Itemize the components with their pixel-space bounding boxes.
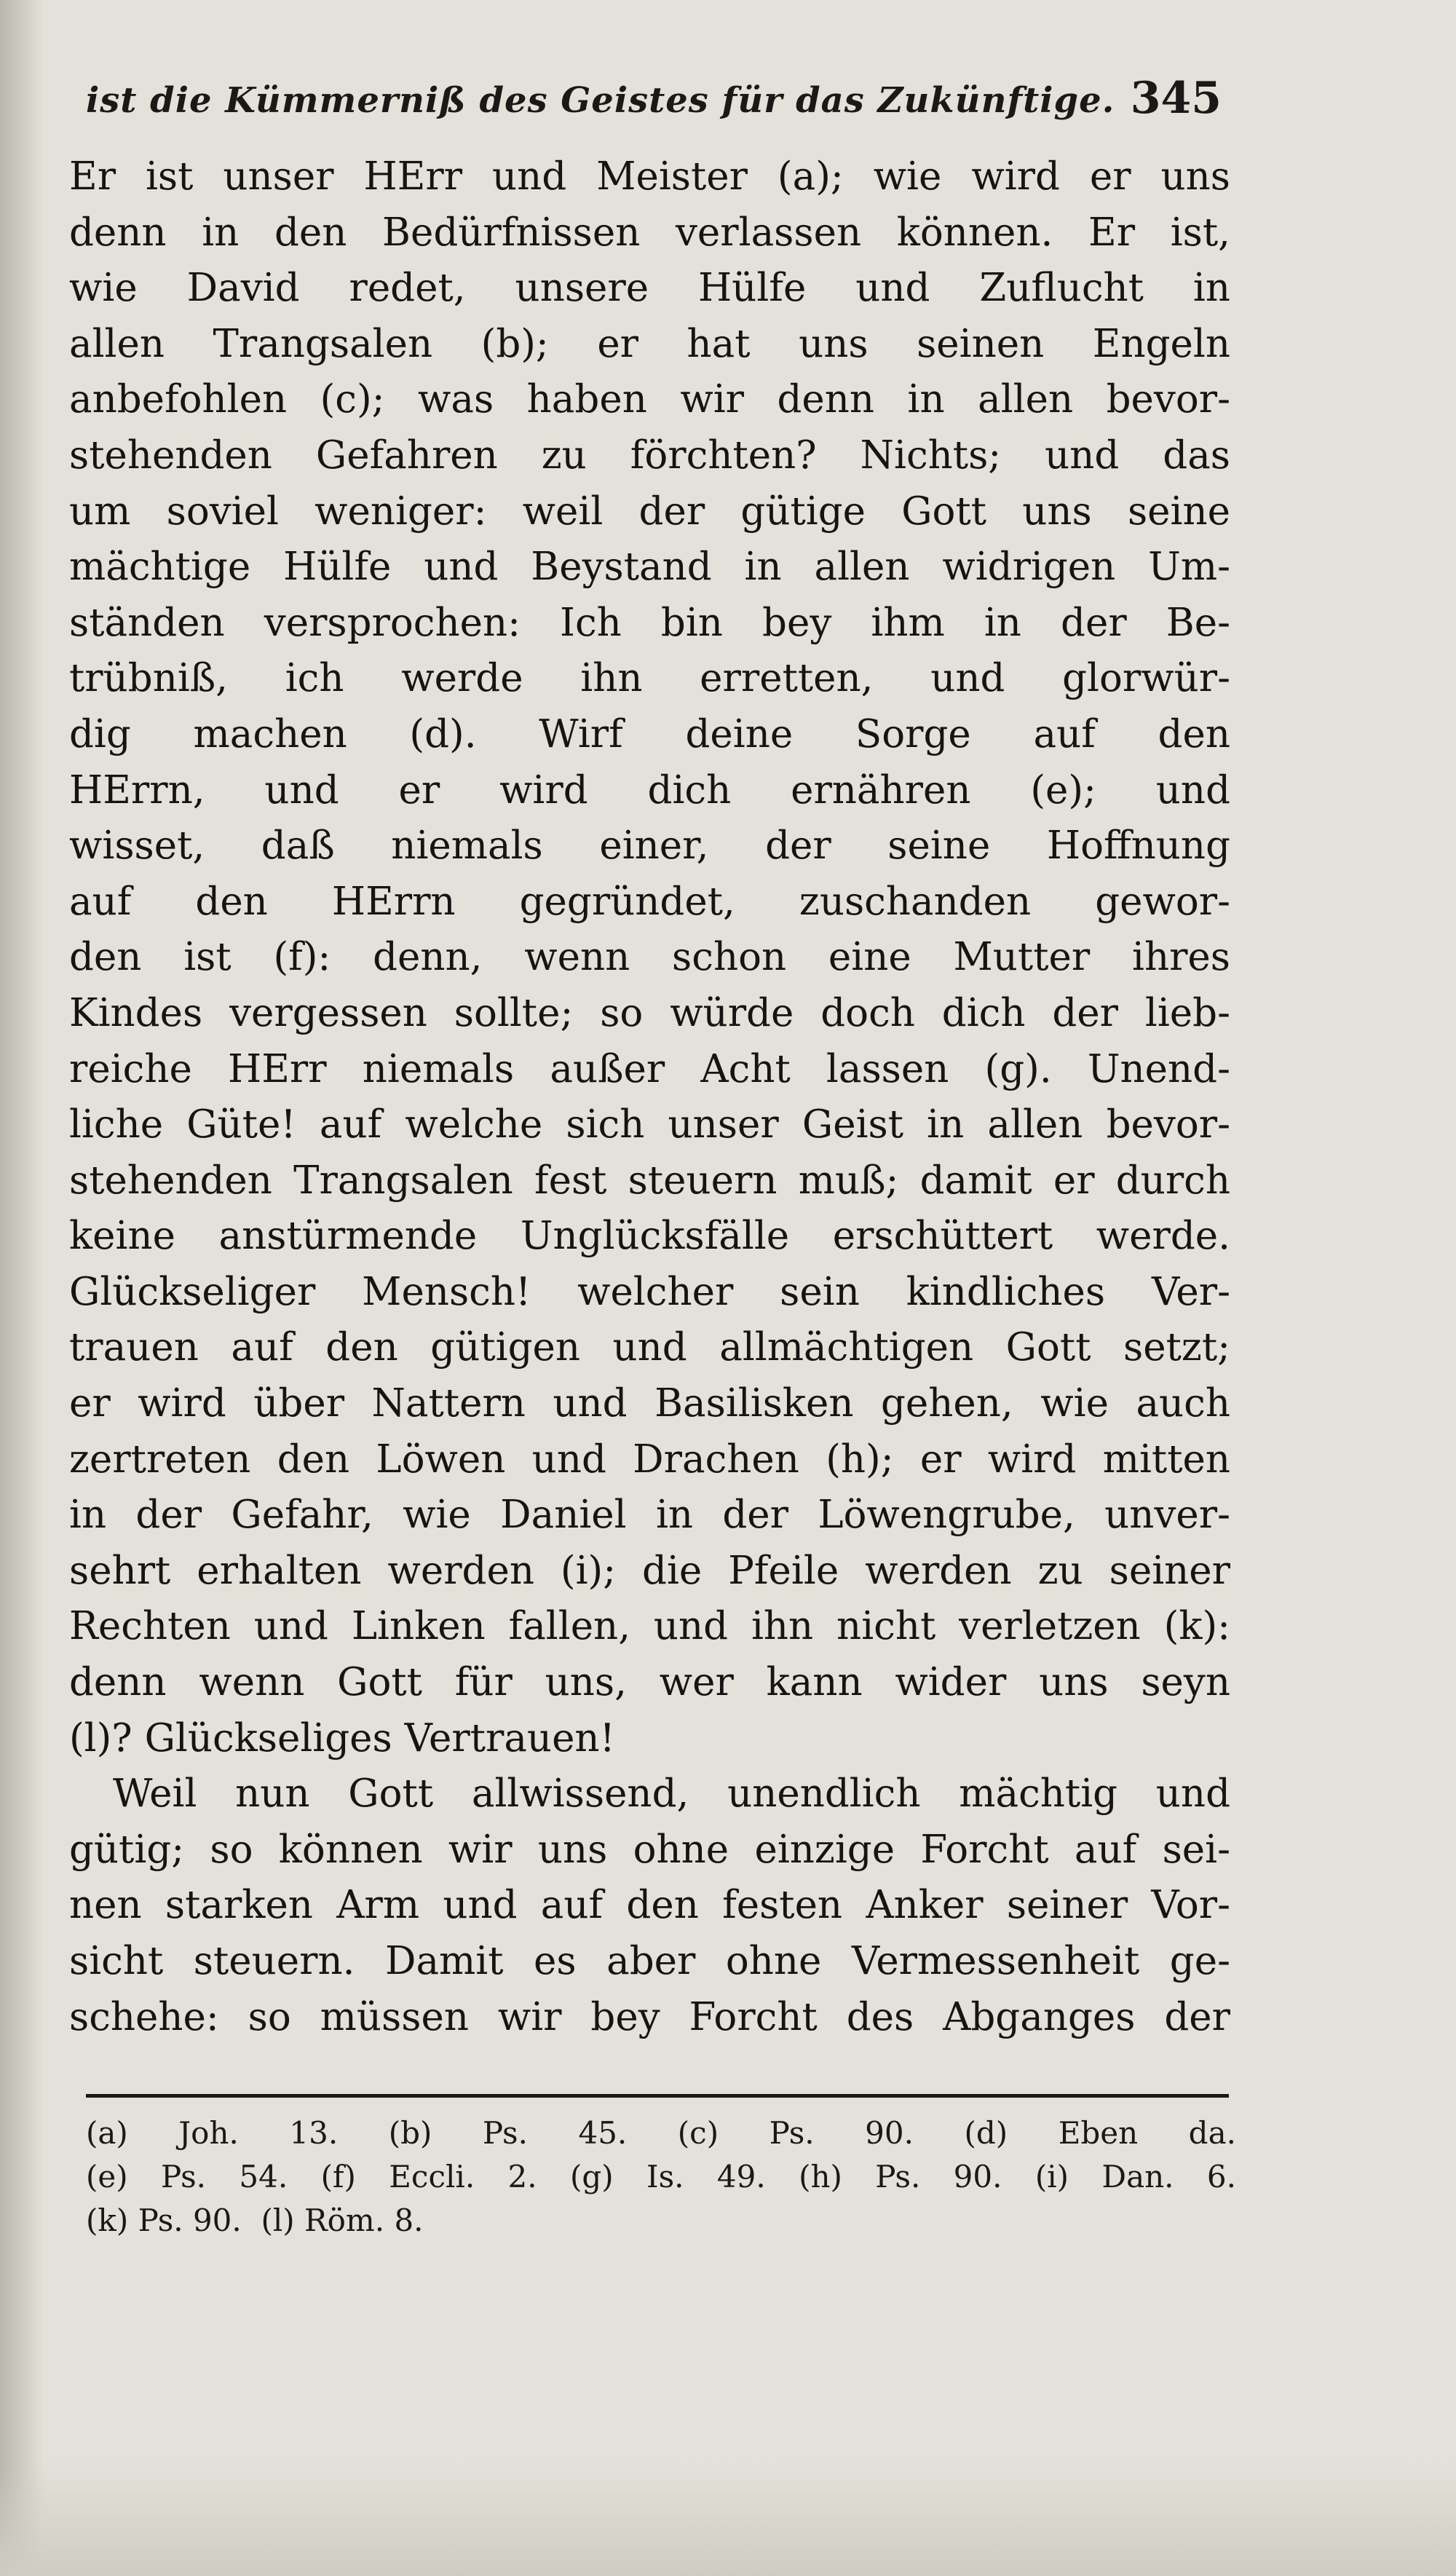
text-line: zertreten den Löwen und Drachen (h); er wird mitten <box>69 1437 1230 1482</box>
text-line: gütig; so können wir uns ohne einzige Forcht auf sei- <box>69 1827 1230 1872</box>
footnote: (g) Is. 49. <box>570 2159 766 2194</box>
text-line: allen Trangsalen (b); er hat uns seinen Engeln <box>69 321 1230 366</box>
text-line: wie David redet, unsere Hülfe und Zuflucht in <box>69 266 1230 311</box>
text-line: stehenden Gefahren zu förchten? Nichts; und das <box>69 432 1230 478</box>
text-line: mächtige Hülfe und Beystand in allen widrigen Um- <box>69 545 1230 590</box>
text-line: den ist (f): denn, wenn schon eine Mutter ihres <box>69 935 1230 980</box>
text-line: Er ist unser HErr und Meister (a); wie wird er uns <box>69 154 1230 199</box>
text-line: ständen versprochen: Ich bin bey ihm in der Be- <box>69 600 1230 645</box>
text-line: trauen auf den gütigen und allmächtigen Gott setzt; <box>69 1325 1230 1370</box>
text-line: Glückseliger Mensch! welcher sein kindliches Ver- <box>69 1269 1230 1314</box>
text-line: liche Güte! auf welche sich unser Geist in allen bevor- <box>69 1102 1230 1147</box>
footnote-line <box>86 2155 1236 2199</box>
text-line: HErrn, und er wird dich ernähren (e); und <box>69 767 1230 813</box>
footnote: (i) Dan. 6. <box>1034 2159 1236 2194</box>
text-line: keine anstürmende Unglücksfälle erschüttert werde. <box>69 1214 1230 1259</box>
body-text <box>69 149 1230 2045</box>
footnote: (c) Ps. 90. <box>677 2115 914 2151</box>
text-line: in der Gefahr, wie Daniel in der Löwengrube, unver- <box>69 1493 1230 1538</box>
text-line: reiche HErr niemals außer Acht lassen (g). Unend- <box>69 1046 1230 1091</box>
footnote: (f) Eccli. 2. <box>320 2159 537 2194</box>
text-line: sicht steuern. Damit es aber ohne Vermessenheit ge- <box>69 1939 1230 1983</box>
text-line: stehenden Trangsalen fest steuern muß; damit er durch <box>69 1158 1230 1203</box>
footnote: (b) Ps. 45. <box>388 2115 628 2151</box>
footnote: (h) Ps. 90. <box>799 2159 1002 2194</box>
footnote: (d) Eben da. <box>964 2115 1236 2151</box>
text-line: trübniß, ich werde ihn erretten, und glorwür- <box>69 656 1230 701</box>
text-line: nen starken Arm und auf den festen Anker seiner Vor- <box>69 1883 1230 1928</box>
footnote-line <box>86 2111 1236 2155</box>
text-line: dig machen (d). Wirf deine Sorge auf den <box>69 711 1230 756</box>
footnote: (e) Ps. 54. <box>86 2159 288 2194</box>
text-line: denn in den Bedürfnissen verlassen können. Er ist, <box>69 210 1230 255</box>
text-line: wisset, daß niemals einer, der seine Hoffnung <box>69 823 1230 869</box>
text-line: schehe: so müssen wir bey Forcht des Abganges der <box>69 1994 1230 2039</box>
text-line: Weil nun Gott allwissend, unendlich mächtig und <box>113 1771 1230 1817</box>
text-line: auf den HErrn gegründet, zuschanden gewor- <box>69 879 1230 924</box>
text-line: er wird über Nattern und Basilisken gehen, wie auch <box>69 1381 1230 1426</box>
footnote-line <box>86 2199 1236 2243</box>
page-number: 345 <box>1130 73 1222 124</box>
text-line: sehrt erhalten werden (i); die Pfeile werden zu seiner <box>69 1548 1230 1593</box>
footnote-divider <box>86 2094 1229 2098</box>
page-header <box>86 73 1222 131</box>
text-line: denn wenn Gott für uns, wer kann wider uns seyn <box>69 1660 1230 1705</box>
text-line: Kindes vergessen sollte; so würde doch dich der lieb- <box>69 990 1230 1035</box>
footnote: (a) Joh. 13. <box>86 2115 339 2151</box>
footnotes <box>86 2111 1236 2243</box>
page-bottom-shadow <box>0 2460 1456 2576</box>
running-title: ist die Kümmerniß des Geistes für das Zukünftige. <box>86 80 1115 121</box>
text-line: um soviel weniger: weil der gütige Gott uns seine <box>69 489 1230 534</box>
text-line: (l)? Glückseliges Vertrauen! <box>69 1715 615 1761</box>
text-line: anbefohlen (c); was haben wir denn in allen bevor- <box>69 377 1230 422</box>
page-gutter-shadow <box>0 0 44 2576</box>
footnote: (k) Ps. 90. <box>86 2202 242 2238</box>
footnote: (l) Röm. 8. <box>261 2202 424 2238</box>
text-line: Rechten und Linken fallen, und ihn nicht verletzen (k): <box>69 1604 1230 1649</box>
